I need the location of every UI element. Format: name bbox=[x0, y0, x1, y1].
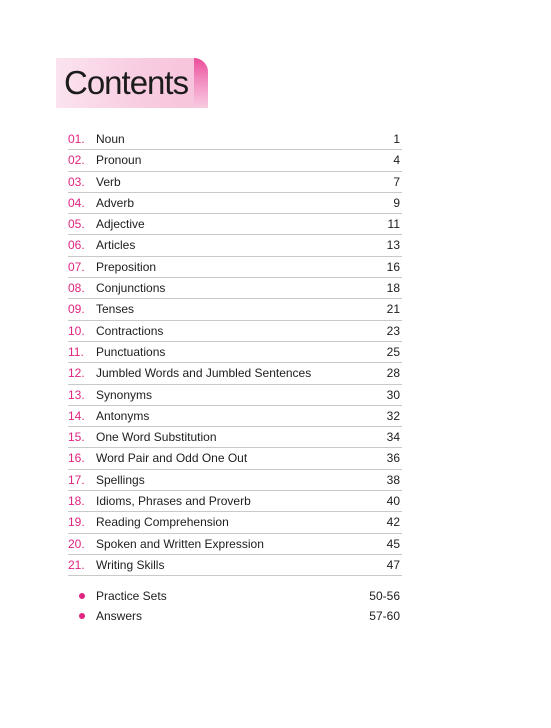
toc-entry-number: 07. bbox=[68, 259, 85, 274]
toc-entry-title: Articles bbox=[96, 238, 136, 253]
toc-entry-title: Contractions bbox=[96, 323, 164, 338]
toc-entry-number: 06. bbox=[68, 238, 85, 253]
toc-entry-page: 16 bbox=[386, 259, 400, 274]
extra-section-entry[interactable] bbox=[68, 586, 402, 606]
toc-entry-title: Spellings bbox=[96, 472, 145, 487]
toc-entry-number: 11. bbox=[68, 344, 84, 359]
toc-entry[interactable] bbox=[68, 129, 402, 150]
toc-entry[interactable] bbox=[68, 534, 402, 555]
toc-entry-page: 7 bbox=[393, 174, 400, 189]
toc-entry[interactable] bbox=[68, 406, 402, 427]
toc-entry-title: Adverb bbox=[96, 195, 135, 210]
toc-entry[interactable] bbox=[68, 235, 402, 256]
toc-entry-title: Idioms, Phrases and Proverb bbox=[96, 494, 251, 509]
extra-section-entry[interactable] bbox=[68, 606, 402, 626]
toc-entry[interactable] bbox=[68, 150, 402, 171]
toc-entry-title: Reading Comprehension bbox=[96, 515, 229, 530]
toc-entry[interactable] bbox=[68, 512, 402, 533]
toc-entry[interactable] bbox=[68, 363, 402, 384]
toc-entry-number: 21. bbox=[68, 557, 85, 572]
toc-entry-number: 09. bbox=[68, 302, 85, 317]
bullet-icon bbox=[79, 593, 85, 599]
toc-entry-number: 15. bbox=[68, 430, 85, 445]
toc-entry-title: Jumbled Words and Jumbled Sentences bbox=[96, 366, 312, 381]
toc-entry-page: 23 bbox=[386, 323, 400, 338]
toc-entry-page: 38 bbox=[386, 472, 400, 487]
toc-entry[interactable] bbox=[68, 321, 402, 342]
toc-entry[interactable] bbox=[68, 172, 402, 193]
toc-entry-page: 4 bbox=[393, 153, 400, 168]
toc-entry-title: One Word Substitution bbox=[96, 430, 217, 445]
toc-entry-page: 1 bbox=[393, 132, 400, 146]
extra-section-title: Practice Sets bbox=[96, 589, 167, 603]
bullet-icon bbox=[79, 613, 85, 619]
toc-entry-page: 18 bbox=[386, 281, 400, 296]
toc-entry[interactable] bbox=[68, 555, 402, 576]
toc-entry-page: 47 bbox=[386, 557, 400, 572]
toc-entry-page: 13 bbox=[386, 238, 400, 253]
toc-entry[interactable] bbox=[68, 193, 402, 214]
toc-entry-title: Antonyms bbox=[96, 408, 150, 423]
toc-entry-title: Spoken and Written Expression bbox=[96, 536, 264, 551]
toc-entry-number: 02. bbox=[68, 153, 85, 168]
toc-entry[interactable] bbox=[68, 385, 402, 406]
toc-entry-number: 20. bbox=[68, 536, 85, 551]
toc-entry[interactable] bbox=[68, 299, 402, 320]
toc-entry-page: 32 bbox=[386, 408, 400, 423]
toc-entry-title: Adjective bbox=[96, 217, 145, 232]
toc-entry-number: 13. bbox=[68, 387, 85, 402]
toc-entry-number: 18. bbox=[68, 494, 85, 509]
toc-entry-number: 16. bbox=[68, 451, 85, 466]
toc-entry-page: 21 bbox=[386, 302, 400, 317]
extra-sections-list bbox=[68, 586, 402, 626]
toc-entry-number: 01. bbox=[68, 132, 85, 146]
toc-entry-page: 36 bbox=[386, 451, 400, 466]
toc-entry[interactable] bbox=[68, 342, 402, 363]
toc-entry[interactable] bbox=[68, 257, 402, 278]
toc-entry-page: 45 bbox=[386, 536, 400, 551]
toc-entry-page: 11 bbox=[387, 217, 400, 232]
toc-entry[interactable] bbox=[68, 427, 402, 448]
extra-section-pages: 57-60 bbox=[369, 609, 400, 623]
toc-entry[interactable] bbox=[68, 448, 402, 469]
toc-entry[interactable] bbox=[68, 214, 402, 235]
toc-entry-number: 10. bbox=[68, 323, 85, 338]
toc-entry-number: 17. bbox=[68, 472, 85, 487]
toc-entry-number: 05. bbox=[68, 217, 85, 232]
toc-entry-page: 30 bbox=[386, 387, 400, 402]
toc-entry-title: Tenses bbox=[96, 302, 135, 317]
table-of-contents bbox=[68, 129, 402, 576]
extra-section-pages: 50-56 bbox=[369, 589, 400, 603]
toc-entry-page: 28 bbox=[386, 366, 400, 381]
toc-entry-number: 03. bbox=[68, 174, 85, 189]
toc-entry-title: Noun bbox=[96, 132, 125, 146]
toc-entry-page: 25 bbox=[386, 344, 400, 359]
toc-entry-title: Preposition bbox=[96, 259, 157, 274]
toc-entry-number: 04. bbox=[68, 195, 85, 210]
toc-entry-title: Pronoun bbox=[96, 153, 142, 168]
toc-entry-number: 14. bbox=[68, 408, 85, 423]
toc-entry-title: Writing Skills bbox=[96, 557, 165, 572]
toc-entry-page: 42 bbox=[386, 515, 400, 530]
toc-entry-number: 12. bbox=[68, 366, 85, 381]
toc-entry-page: 9 bbox=[393, 195, 400, 210]
toc-entry-title: Synonyms bbox=[96, 387, 153, 402]
extra-section-title: Answers bbox=[96, 609, 143, 623]
toc-entry-title: Conjunctions bbox=[96, 281, 166, 296]
toc-entry-title: Word Pair and Odd One Out bbox=[96, 451, 248, 466]
heading-accent-tab bbox=[194, 58, 208, 108]
toc-entry[interactable] bbox=[68, 278, 402, 299]
page-title: Contents bbox=[64, 64, 189, 101]
toc-entry-title: Verb bbox=[96, 174, 121, 189]
toc-entry[interactable] bbox=[68, 491, 402, 512]
toc-entry-number: 08. bbox=[68, 281, 85, 296]
toc-entry[interactable] bbox=[68, 470, 402, 491]
contents-heading-block bbox=[56, 58, 208, 108]
toc-entry-title: Punctuations bbox=[96, 344, 166, 359]
toc-entry-number: 19. bbox=[68, 515, 85, 530]
toc-entry-page: 34 bbox=[386, 430, 400, 445]
toc-entry-page: 40 bbox=[386, 494, 400, 509]
